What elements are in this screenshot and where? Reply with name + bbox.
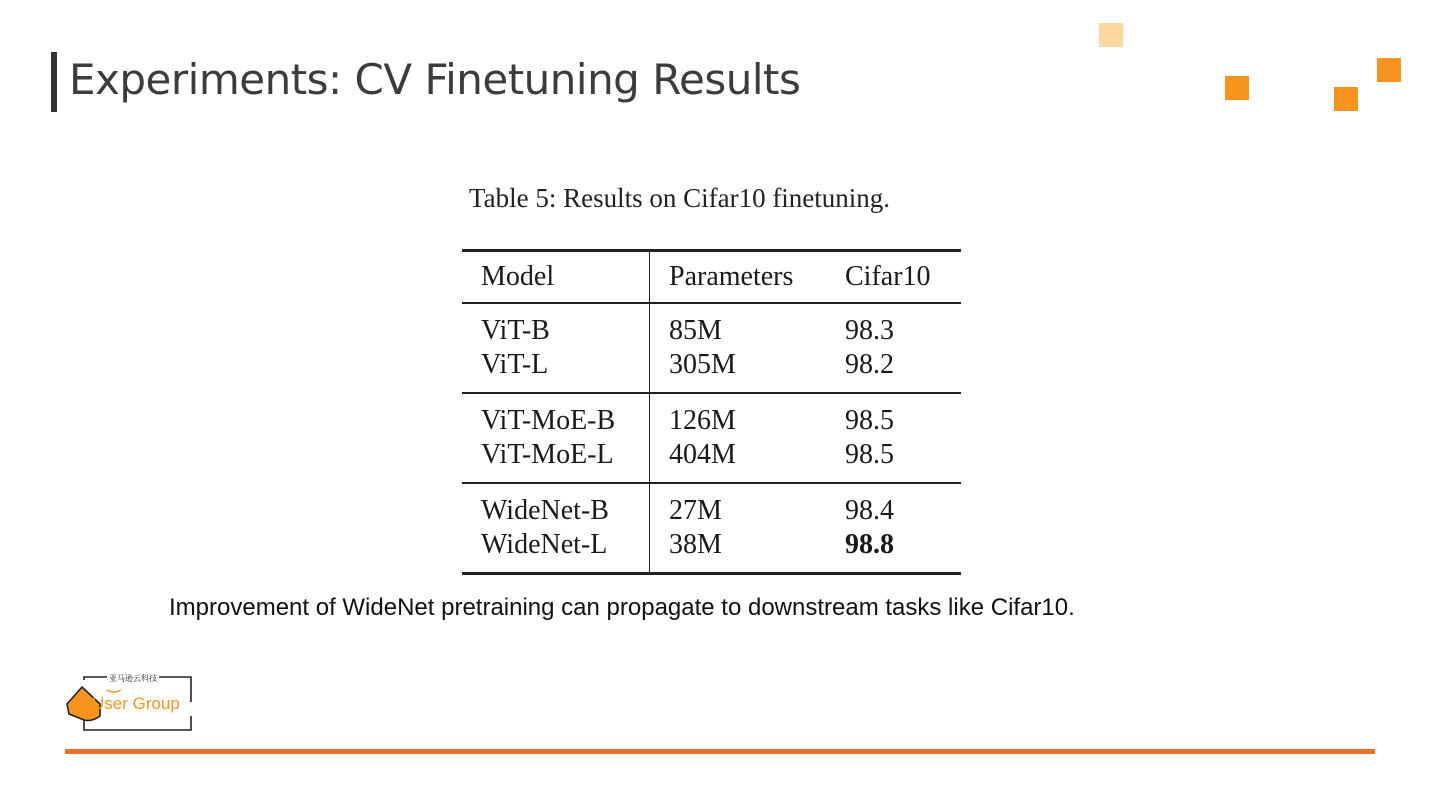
cell-parameters: 85M [669, 315, 722, 346]
decor-square [1225, 76, 1249, 100]
cell-model: ViT-MoE-B [462, 393, 650, 438]
title-accent-bar [51, 52, 57, 112]
cell-parameters: 38M [669, 529, 722, 560]
user-group-logo [62, 672, 212, 734]
table-header-row [462, 251, 961, 304]
table-row [462, 348, 961, 393]
footer-rule [65, 749, 1375, 754]
decor-square [1377, 58, 1401, 82]
cell-parameters: 27M [669, 495, 722, 526]
results-table [462, 249, 961, 575]
cell-model: ViT-L [462, 348, 650, 393]
logo-text: User Group [92, 694, 180, 713]
logo-chinese-text: 亚马逊云科技 [109, 674, 157, 683]
cell-cifar10: 98.4 [845, 495, 894, 526]
slide-note: Improvement of WideNet pretraining can propagate to downstream tasks like Cifar10. [169, 594, 1075, 621]
table-row [462, 393, 961, 438]
header-model: Model [462, 251, 650, 304]
cell-model: WideNet-L [462, 528, 650, 574]
table-row [462, 438, 961, 483]
decor-square [1334, 87, 1358, 111]
cell-cifar10: 98.3 [845, 315, 894, 346]
cell-parameters: 404M [650, 438, 840, 483]
table-row [462, 483, 961, 528]
cell-cifar10-best: 98.8 [845, 529, 894, 560]
cell-cifar10: 98.5 [845, 405, 894, 436]
header-cifar10: Cifar10 [839, 251, 961, 304]
cell-parameters: 126M [669, 405, 736, 436]
table-row [462, 528, 961, 574]
slide-title: Experiments: CV Finetuning Results [69, 55, 801, 104]
cell-model: WideNet-B [462, 483, 650, 528]
cell-cifar10: 98.5 [839, 438, 961, 483]
cell-cifar10: 98.2 [839, 348, 961, 393]
table-row [462, 303, 961, 348]
cell-model: ViT-B [462, 303, 650, 348]
table-caption: Table 5: Results on Cifar10 finetuning. [469, 183, 891, 213]
decor-square-light [1099, 23, 1123, 47]
cell-model: ViT-MoE-L [462, 438, 650, 483]
cell-parameters: 305M [650, 348, 840, 393]
header-parameters: Parameters [650, 251, 840, 304]
